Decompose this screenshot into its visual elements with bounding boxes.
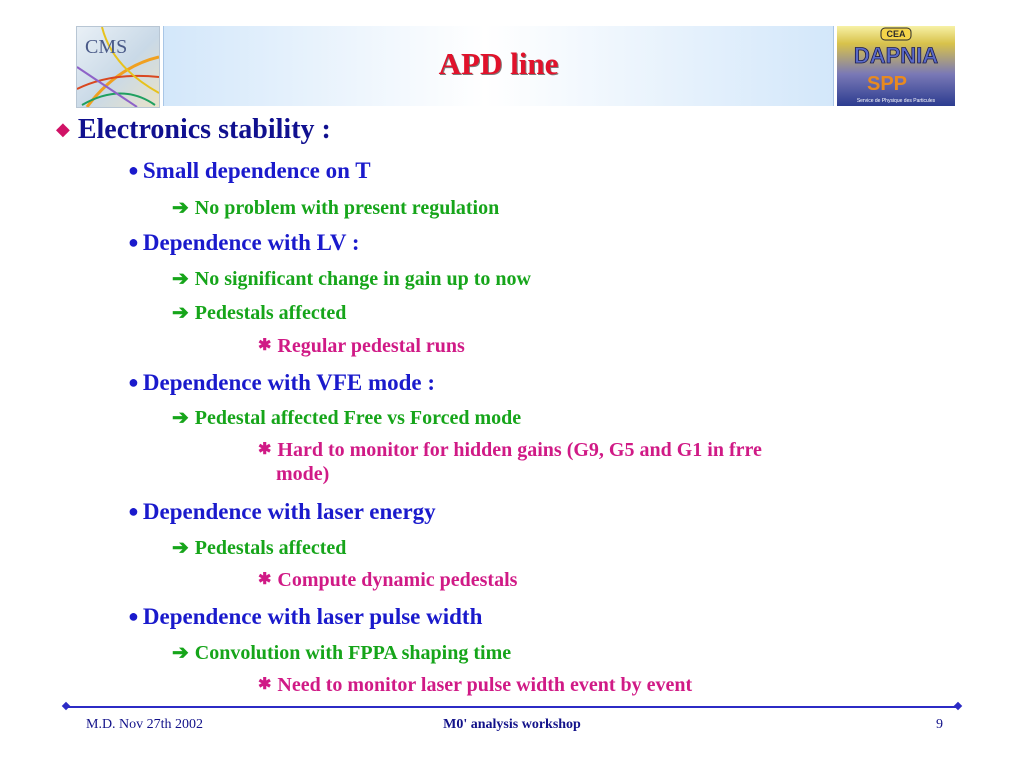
footer-event: M0' analysis workshop xyxy=(443,717,581,732)
svg-text:DAPNIA: DAPNIA xyxy=(853,43,939,68)
dapnia-spp-logo xyxy=(837,26,955,106)
level3-item xyxy=(172,405,521,430)
level4-continuation xyxy=(276,463,329,486)
level3-item xyxy=(172,535,346,560)
level2-item xyxy=(128,604,482,630)
level4-text: mode) xyxy=(276,463,330,485)
asterisk-bullet-icon: ✱ xyxy=(258,571,272,588)
level3-text: No problem with present regulation xyxy=(194,197,500,219)
level4-item xyxy=(258,569,517,592)
level4-text: Compute dynamic pedestals xyxy=(277,569,518,591)
level2-item xyxy=(128,230,359,256)
level2-item xyxy=(128,499,436,525)
title-bar xyxy=(163,26,834,106)
arrow-bullet-icon: ➔ xyxy=(172,197,189,219)
dot-bullet-icon: ● xyxy=(128,606,139,626)
divider-left-diamond-icon xyxy=(62,702,70,710)
diamond-bullet-icon: ◆ xyxy=(56,119,70,139)
divider-right-diamond-icon xyxy=(954,702,962,710)
arrow-bullet-icon: ➔ xyxy=(172,642,189,664)
arrow-bullet-icon: ➔ xyxy=(172,407,189,429)
asterisk-bullet-icon: ✱ xyxy=(258,441,272,458)
level4-text: Hard to monitor for hidden gains (G9, G5 and G1 in frre xyxy=(277,439,762,461)
svg-text:CEA: CEA xyxy=(886,29,906,39)
dapnia-logo-graphic xyxy=(837,26,955,106)
cms-logo-graphic xyxy=(77,27,159,107)
level4-item xyxy=(258,674,692,697)
level4-text: Regular pedestal runs xyxy=(277,335,465,357)
level4-text: Need to monitor laser pulse width event by event xyxy=(277,674,693,696)
level3-text: No significant change in gain up to now xyxy=(194,268,531,290)
svg-text:SPP: SPP xyxy=(867,73,908,95)
footer-date: M.D. Nov 27th 2002 xyxy=(86,717,204,732)
level1-item xyxy=(56,114,331,146)
level2-text: Dependence with VFE mode : xyxy=(142,370,436,395)
arrow-bullet-icon: ➔ xyxy=(172,302,189,324)
level3-item xyxy=(172,300,346,325)
dot-bullet-icon: ● xyxy=(128,232,139,252)
level3-text: Pedestal affected Free vs Forced mode xyxy=(194,407,522,429)
svg-text:Service de Physique des Partic: Service de Physique des Particules xyxy=(856,98,936,104)
slide-title: APD line xyxy=(438,46,559,81)
level4-item xyxy=(258,439,762,462)
arrow-bullet-icon: ➔ xyxy=(172,537,189,559)
level3-text: Pedestals affected xyxy=(194,302,347,324)
level2-item xyxy=(128,370,435,396)
asterisk-bullet-icon: ✱ xyxy=(258,676,272,693)
dot-bullet-icon: ● xyxy=(128,160,139,180)
level3-text: Convolution with FPPA shaping time xyxy=(194,642,512,664)
level3-item xyxy=(172,640,511,665)
level2-text: Dependence with laser pulse width xyxy=(142,604,483,629)
svg-text:CMS: CMS xyxy=(85,36,128,58)
asterisk-bullet-icon: ✱ xyxy=(258,337,272,354)
slide-number: 9 xyxy=(936,717,943,732)
footer-divider xyxy=(66,706,958,708)
level1-text: Electronics stability : xyxy=(77,114,331,145)
arrow-bullet-icon: ➔ xyxy=(172,268,189,290)
dot-bullet-icon: ● xyxy=(128,372,139,392)
level2-text: Dependence with laser energy xyxy=(142,499,436,524)
level3-text: Pedestals affected xyxy=(194,537,347,559)
level2-text: Small dependence on T xyxy=(142,158,371,183)
level4-item xyxy=(258,335,465,358)
level3-item xyxy=(172,266,531,291)
level2-text: Dependence with LV : xyxy=(142,230,360,255)
dot-bullet-icon: ● xyxy=(128,501,139,521)
level3-item xyxy=(172,195,499,220)
level2-item xyxy=(128,158,371,184)
cms-logo xyxy=(76,26,160,108)
